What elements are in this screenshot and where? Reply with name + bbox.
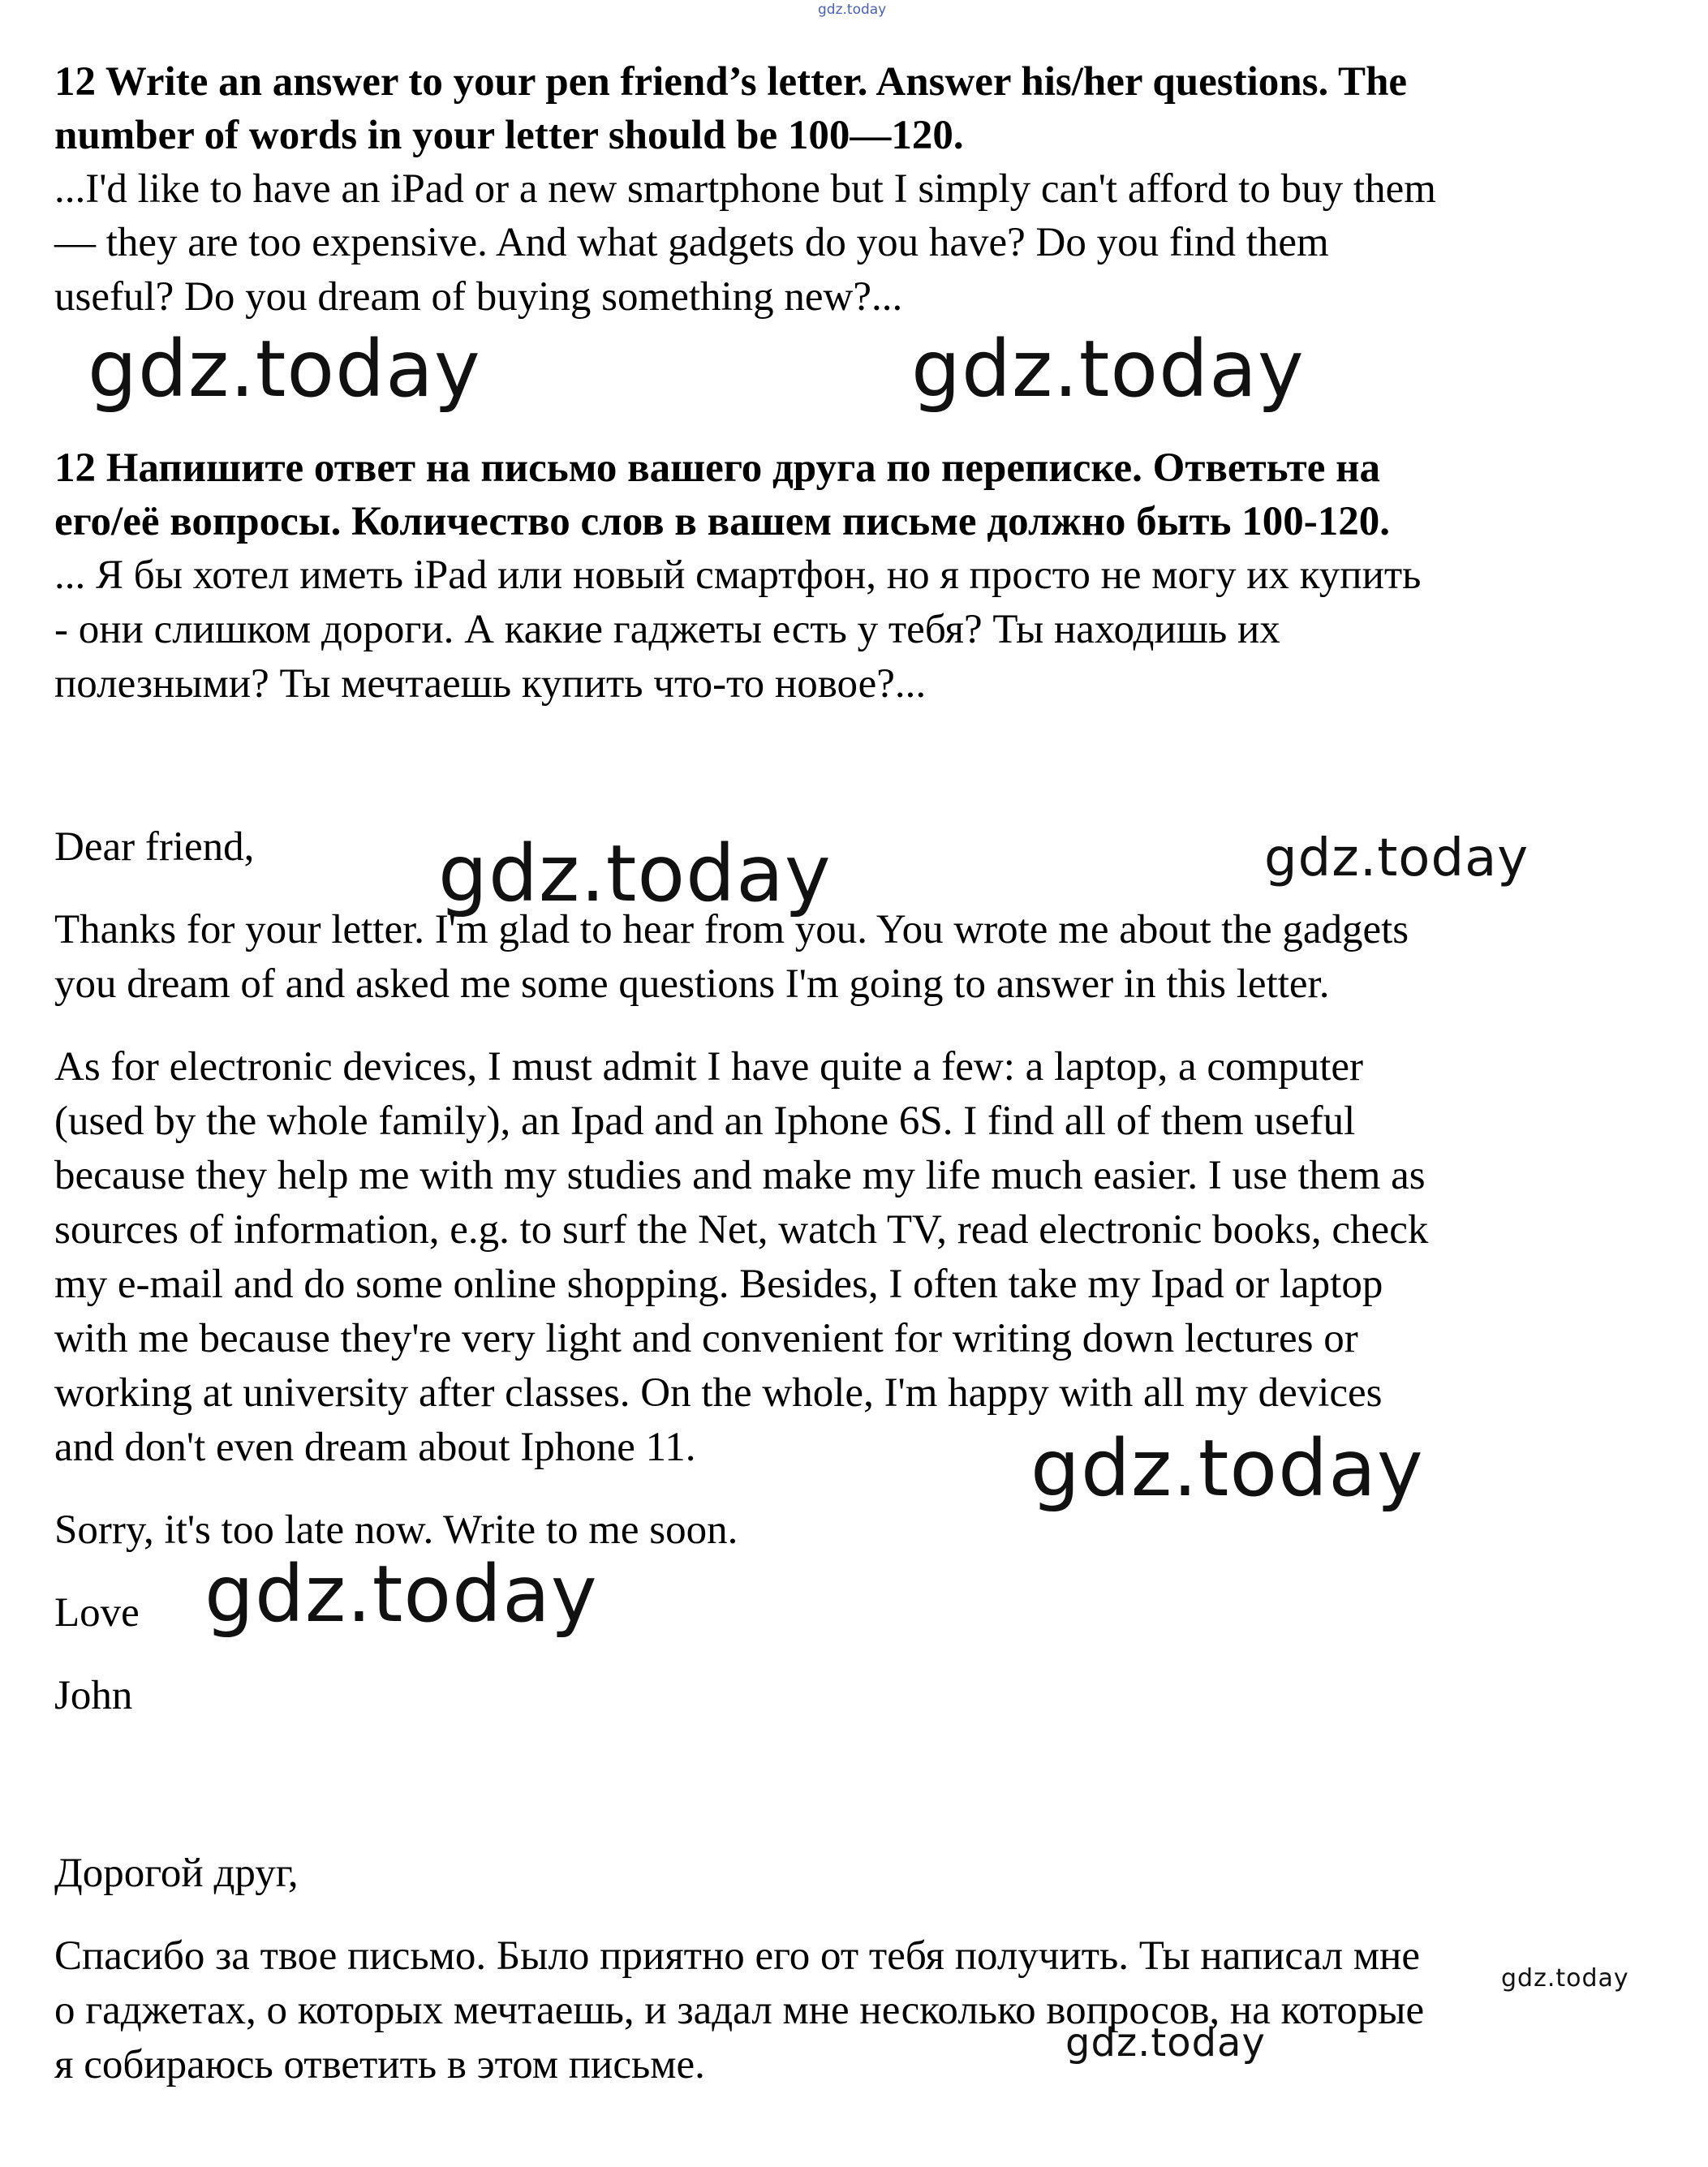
letter-ru-p1-line-2: о гаджетах, о которых мечтаешь, и задал мне несколько вопросов, на которые — [54, 1988, 1425, 2033]
letter-en-closing: Sorry, it's too late now. Write to me soon. — [54, 1507, 738, 1553]
letter-ru-greeting: Дорогой друг, — [54, 1851, 299, 1896]
letter-en-signature: John — [54, 1673, 133, 1718]
watermark-8: gdz.today — [1065, 2020, 1266, 2066]
task-ru-title-line-1: 12 Напишите ответ на письмо вашего друга по переписке. Ответьте на — [54, 445, 1380, 491]
watermark-1: gdz.today — [88, 324, 481, 415]
letter-en-p2-line-2: (used by the whole family), an Ipad and an Iphone 6S. I find all of them useful — [54, 1099, 1356, 1144]
watermark-7: gdz.today — [1501, 1964, 1629, 1993]
task-en-title-line-2: number of words in your letter should be 100—120. — [54, 113, 964, 158]
letter-en-p2-line-8: and don't even dream about Iphone 11. — [54, 1425, 696, 1470]
task-ru-title-line-2: его/её вопросы. Количество слов в вашем письме должно быть 100-120. — [54, 499, 1390, 544]
task-en-quote-line-2: — they are too expensive. And what gadgets do you have? Do you find them — [54, 220, 1329, 265]
letter-en-greeting: Dear friend, — [54, 824, 255, 870]
letter-ru-p1-line-3: я собираюсь ответить в этом письме. — [54, 2042, 705, 2087]
watermark-6: gdz.today — [204, 1549, 598, 1640]
header-watermark: gdz.today — [818, 2, 887, 18]
watermark-2: gdz.today — [911, 324, 1305, 415]
letter-en-p1-line-1: Thanks for your letter. I'm glad to hear from you. You wrote me about the gadgets — [54, 907, 1409, 952]
letter-en-p2-line-5: my e-mail and do some online shopping. Besides, I often take my Ipad or laptop — [54, 1262, 1383, 1307]
letter-en-p2-line-1: As for electronic devices, I must admit I have quite a few: a laptop, a computer — [54, 1044, 1363, 1090]
letter-en-signoff: Love — [54, 1590, 140, 1636]
task-en-title-line-1: 12 Write an answer to your pen friend’s letter. Answer his/her questions. The — [54, 59, 1408, 105]
letter-en-p2-line-7: working at university after classes. On the whole, I'm happy with all my devices — [54, 1370, 1383, 1416]
task-ru-quote-line-1: ... Я бы хотел иметь iPad или новый смартфон, но я просто не могу их купить — [54, 552, 1422, 598]
task-en-quote-line-1: ...I'd like to have an iPad or a new smartphone but I simply can't afford to buy them — [54, 166, 1436, 212]
watermark-3: gdz.today — [438, 828, 832, 919]
task-ru-quote-line-3: полезными? Ты мечтаешь купить что-то новое?... — [54, 661, 927, 707]
watermark-5: gdz.today — [1030, 1423, 1424, 1514]
letter-en-p1-line-2: you dream of and asked me some questions I'm going to answer in this letter. — [54, 961, 1330, 1007]
task-en-quote-line-3: useful? Do you dream of buying something new?... — [54, 274, 903, 320]
letter-en-p2-line-4: sources of information, e.g. to surf the Net, watch TV, read electronic books, check — [54, 1207, 1429, 1253]
task-ru-quote-line-2: - они слишком дороги. А какие гаджеты есть у тебя? Ты находишь их — [54, 607, 1280, 652]
watermark-4: gdz.today — [1264, 828, 1529, 888]
letter-en-p2-line-6: with me because they're very light and convenient for writing down lectures or — [54, 1316, 1358, 1361]
letter-en-p2-line-3: because they help me with my studies and make my life much easier. I use them as — [54, 1153, 1426, 1198]
letter-ru-p1-line-1: Спасибо за твое письмо. Было приятно его от тебя получить. Ты написал мне — [54, 1933, 1420, 1979]
